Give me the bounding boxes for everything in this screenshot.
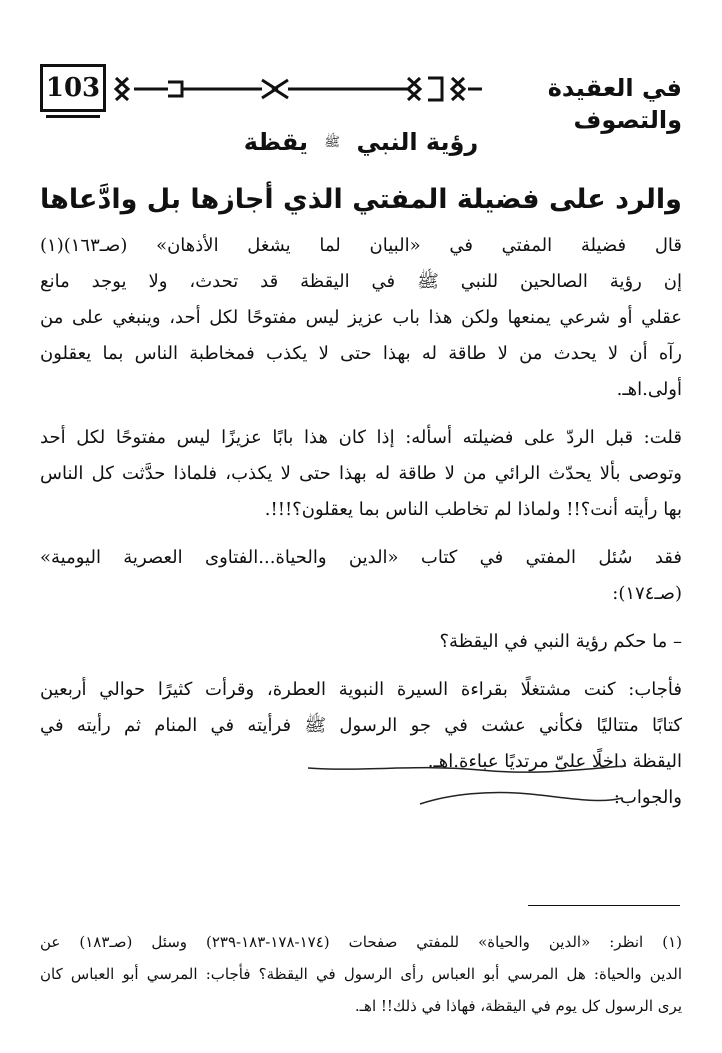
body-line: إن رؤية الصالحين للنبي ﷺ في اليقظة قد تحدث، ولا يوجد مانع <box>40 271 682 292</box>
footnote-line: (١) انظر: «الدين والحياة» للمفتي صفحات (١٧٤-١٧٨-١٨٣-٢٣٩) وسئل (صـ١٨٣) عن <box>40 933 682 951</box>
body-line: والجواب: <box>613 787 682 808</box>
body-line: عقلي أو شرعي يمنعها ولكن هذا باب عزيز ليس مفتوحًا لكل أحد، وينبغي على من <box>40 307 682 328</box>
footnotes <box>40 926 682 1022</box>
body-text <box>40 228 682 816</box>
handwritten-underline-icon <box>300 760 630 820</box>
chapter-title: والرد على فضيلة المفتي الذي أجازها بل وادَّعاها <box>40 184 682 215</box>
body-line: – ما حكم رؤية النبي في اليقظة؟ <box>439 631 682 652</box>
header-ornament-icon <box>112 72 484 106</box>
body-line: قلت: قبل الردّ على فضيلته أسأله: إذا كان هذا بابًا عزيزًا ليس مفتوحًا لكل أحد <box>40 427 682 448</box>
running-head: في العقيدة والتصوف <box>547 74 682 134</box>
section-subhead <box>0 125 722 160</box>
subhead-after: يقظة <box>243 128 308 156</box>
body-line: فأجاب: كنت مشتغلًا بقراءة السيرة النبوية العطرة، وقرأت كثيرًا حوالي أربعين <box>40 679 682 700</box>
body-line: فقد سُئل المفتي في كتاب «الدين والحياة...الفتاوى العصرية اليومية» <box>40 547 682 568</box>
page-number: 103 <box>40 64 106 112</box>
salawat-glyph: ﷺ <box>324 135 341 150</box>
body-line: أولى.اهـ. <box>616 379 682 400</box>
body-line: قال فضيلة المفتي في «البيان لما يشغل الأذهان» (صـ١٦٣)(١) <box>40 235 682 256</box>
subhead-before: رؤية النبي <box>356 128 479 156</box>
footnote-divider <box>528 905 680 906</box>
body-line: (صـ١٧٤): <box>612 583 682 604</box>
footnote-line: يرى الرسول كل يوم في اليقظة، فهاذا في ذلك!! اهـ. <box>354 997 682 1015</box>
body-line: رآه أن لا يحدث من لا طاقة له بهذا حتى لا يكذب فمخاطبة الناس بما يعقلون <box>40 343 682 364</box>
body-line: اليقظة داخلًا عليّ مرتديًا عباءة.اهـ. <box>427 751 682 772</box>
body-line: كتابًا متتاليًا فكأني عشت في جو الرسول ﷺ فرأيته في المنام ثم رأيته في <box>40 715 682 736</box>
body-line: بها رأيته أنت؟!! ولماذا لم تخاطب الناس بما يعقلون؟!!!. <box>264 499 682 520</box>
footnote-line: الدين والحياة: هل المرسي أبو العباس رأى الرسول في اليقظة؟ فأجاب: المرسي أبو العباس كان <box>40 965 682 983</box>
body-line: وتوصى بألا يحدّث الرائي من لا طاقة له بهذا حتى لا يكذب، فلماذا حدَّثت كل الناس <box>40 463 682 484</box>
